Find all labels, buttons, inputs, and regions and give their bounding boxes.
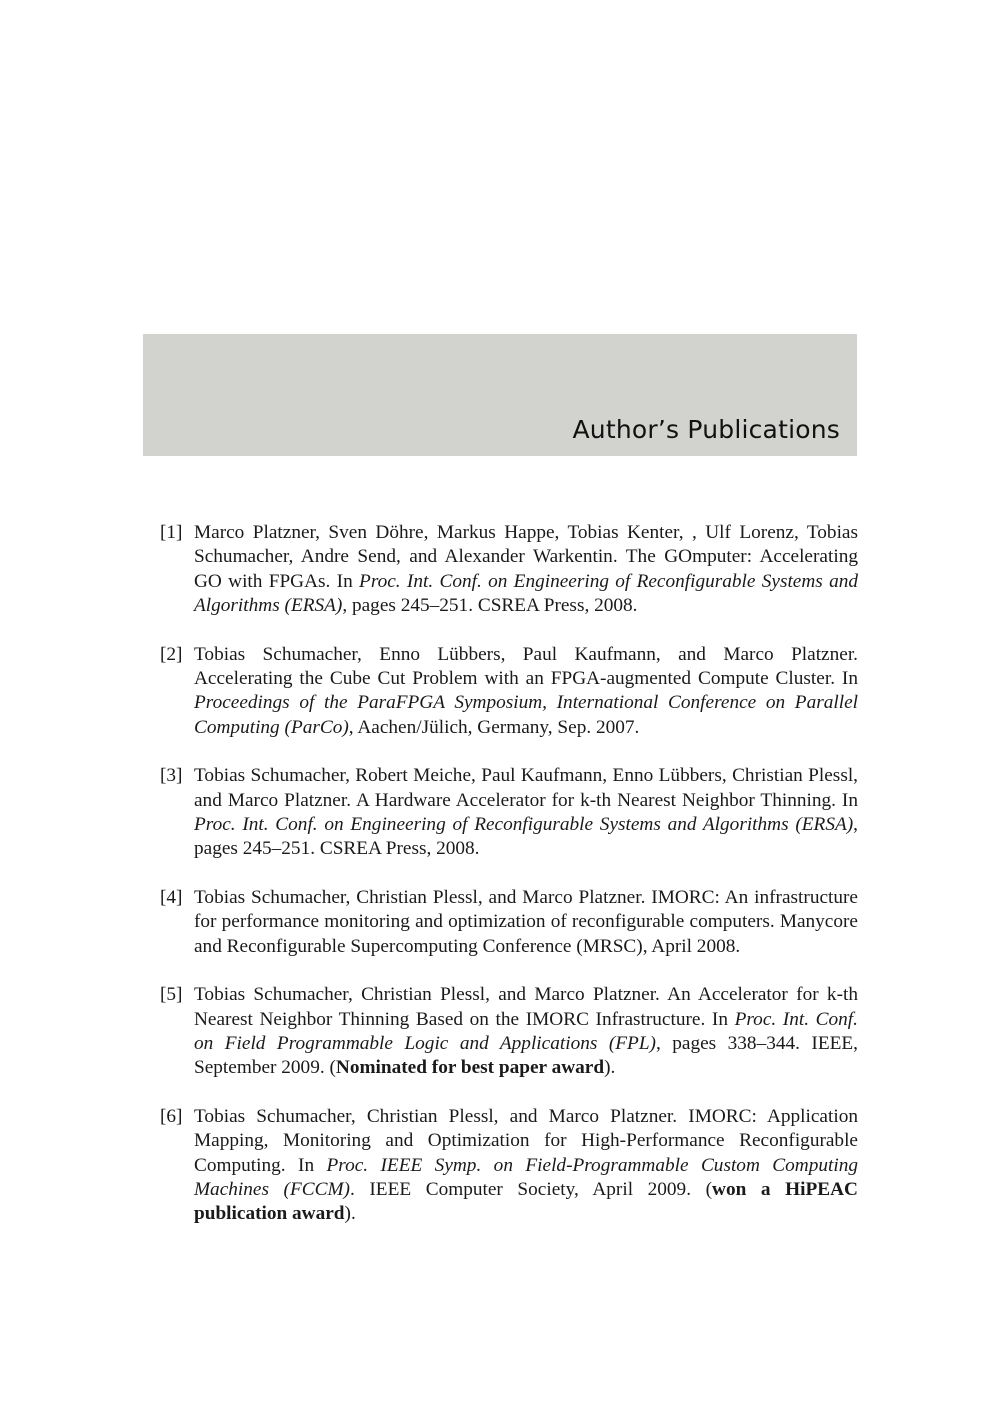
publication-title: An Accelerator for k-th Nearest Neighbor Thinning Based on the IMORC Infrastructure.	[194, 984, 858, 1030]
publication-in: In	[841, 667, 858, 689]
publication-award-suffix: ).	[604, 1057, 616, 1079]
publication-details: , pages 245–251. CSREA Press, 2008.	[194, 813, 858, 860]
publication-title: Accelerating the Cube Cut Problem with an FPGA-augmented Compute Cluster.	[194, 667, 836, 689]
publication-entry	[160, 1105, 858, 1226]
publication-in: In	[298, 1154, 315, 1176]
publication-number: [1]	[160, 522, 183, 543]
publication-entry	[160, 521, 858, 618]
publication-in: In	[336, 570, 353, 592]
publication-title: IMORC: Application Mapping, Monitoring and Optimization for High-Performance Reconfigurable Computing.	[194, 1106, 858, 1176]
chapter-header	[143, 334, 857, 456]
publication-details: . IEEE Computer Society, April 2009. (	[349, 1179, 713, 1201]
publication-venue: Proc. Int. Conf. on Field Programmable Logic and Applications (FPL)	[194, 1008, 858, 1055]
publication-list	[160, 521, 858, 1251]
publication-award: Nominated for best paper award	[335, 1057, 605, 1079]
publication-number: [2]	[160, 643, 183, 665]
publication-number: [3]	[160, 765, 183, 787]
publication-text	[194, 765, 858, 859]
publication-in: In	[841, 789, 858, 811]
publication-authors: Tobias Schumacher, Enno Lübbers, Paul Kaufmann, and Marco Platzner.	[194, 643, 858, 665]
publication-entry	[160, 886, 858, 959]
publication-details: , pages 338–344. IEEE, September 2009. (	[194, 1033, 859, 1079]
publication-title: IMORC: An infrastructure for performance monitoring and optimization of reconfigurable computers.	[194, 887, 858, 933]
publication-text	[194, 887, 858, 957]
publication-details: , pages 245–251. CSREA Press, 2008.	[342, 594, 638, 616]
publication-authors: Tobias Schumacher, Christian Plessl, and Marco Platzner.	[194, 984, 660, 1006]
publication-entry	[160, 983, 858, 1080]
publication-entry	[160, 643, 858, 740]
publication-authors: Tobias Schumacher, Christian Plessl, and Marco Platzner.	[194, 1106, 678, 1128]
publication-text	[194, 522, 858, 616]
publication-details: Manycore and Reconfigurable Supercomputing Conference (MRSC), April 2008.	[194, 911, 858, 957]
publication-details: , Aachen/Jülich, Germany, Sep. 2007.	[348, 716, 640, 738]
publication-venue: Proc. IEEE Symp. on Field-Programmable Custom Computing Machines (FCCM)	[194, 1154, 858, 1201]
publication-title: A Hardware Accelerator for k-th Nearest Neighbor Thinning.	[355, 789, 836, 811]
chapter-title: Author’s Publications	[572, 415, 840, 444]
publication-title: The GOmputer: Accelerating GO with FPGAs.	[194, 546, 858, 592]
publication-award: won a HiPEAC publication award	[194, 1179, 858, 1225]
publication-entry	[160, 764, 858, 861]
publication-text	[194, 644, 858, 738]
publication-number: [4]	[160, 887, 183, 909]
publication-venue: Proc. Int. Conf. on Engineering of Reconfigurable Systems and Algorithms (ERSA)	[194, 813, 854, 835]
publication-authors: Tobias Schumacher, Christian Plessl, and Marco Platzner.	[194, 887, 646, 909]
publication-venue: Proc. Int. Conf. on Engineering of Reconfigurable Systems and Algorithms (ERSA)	[194, 570, 859, 616]
publication-text	[194, 984, 858, 1078]
publication-text	[194, 1106, 858, 1224]
publication-number: [5]	[160, 984, 183, 1006]
publication-in: In	[711, 1008, 728, 1030]
publication-authors: Marco Platzner, Sven Döhre, Markus Happe, Tobias Kenter, , Ulf Lorenz, Tobias Schumacher, Andre Send, and Alexander Warkentin.	[194, 522, 858, 568]
publication-authors: Tobias Schumacher, Robert Meiche, Paul Kaufmann, Enno Lübbers, Christian Plessl, and Marco Platzner.	[194, 765, 858, 811]
publication-number: [6]	[160, 1106, 183, 1128]
publication-award-suffix: ).	[344, 1203, 356, 1225]
publication-venue: Proceedings of the ParaFPGA Symposium, International Conference on Parallel Computing (ParCo)	[194, 692, 858, 738]
